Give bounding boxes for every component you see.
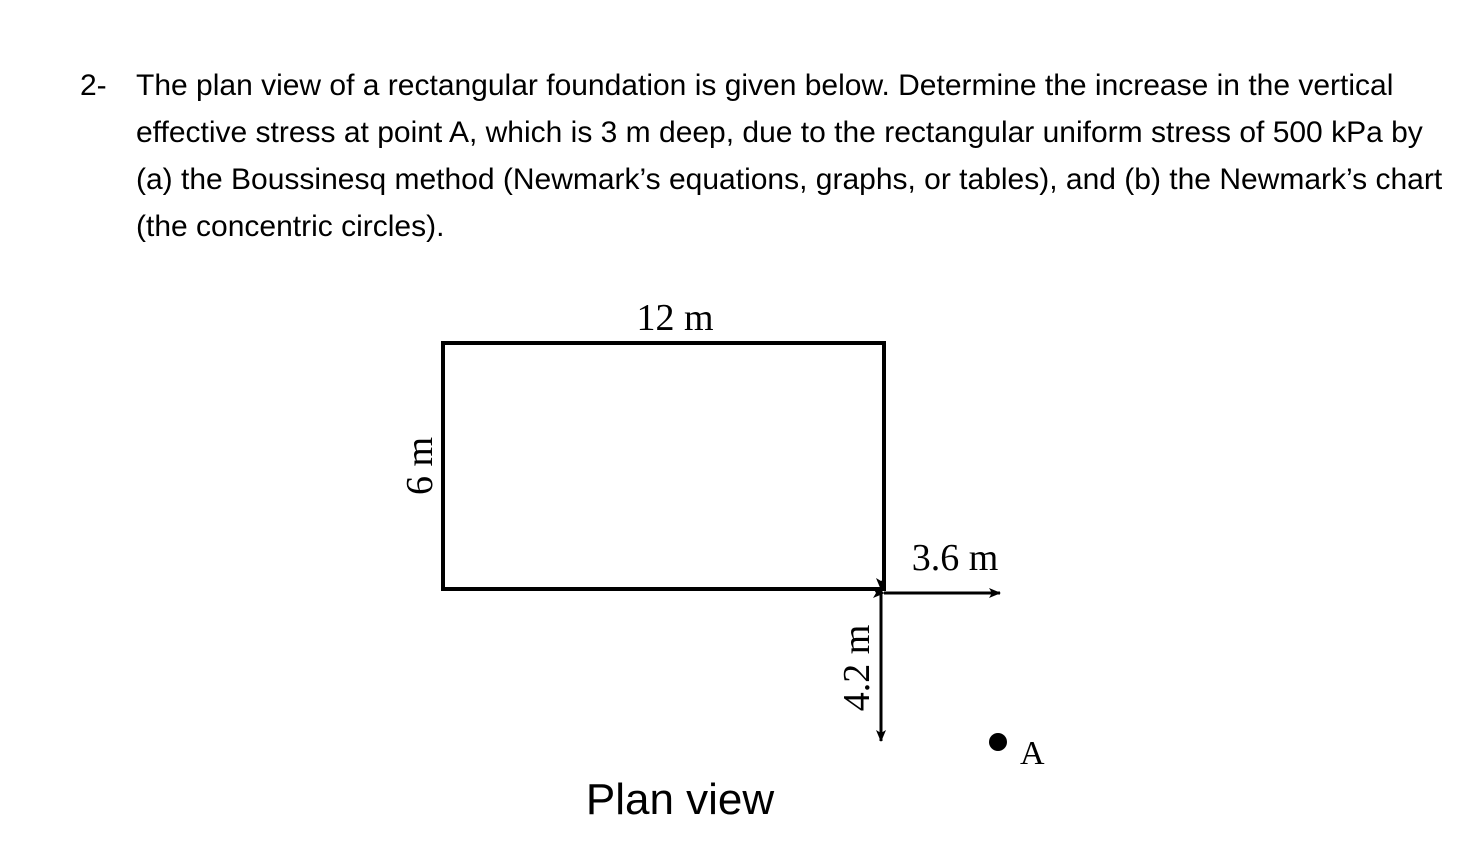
height-label: 6 m — [399, 436, 441, 496]
offset-y-label: 4.2 m — [836, 624, 878, 712]
problem-number: 2- — [80, 69, 107, 102]
offset-x-label: 3.6 m — [911, 537, 999, 579]
problem-text: The plan view of a rectangular foundation is given below. Determine the increase in the vertical effective stress at point A, which is 3 m deep, due to the rectangular uniform stress of 500 kPa by (a) the Boussinesq method (Newmark’s equations, graphs, or tables), and (b) the Newmark’s chart (the concentric circles). — [136, 69, 1443, 243]
diagram-caption: Plan view — [585, 775, 775, 824]
point-a-marker — [989, 733, 1007, 751]
width-label: 12 m — [636, 297, 714, 339]
point-a-label: A — [1020, 735, 1045, 772]
foundation-rectangle — [443, 343, 884, 589]
